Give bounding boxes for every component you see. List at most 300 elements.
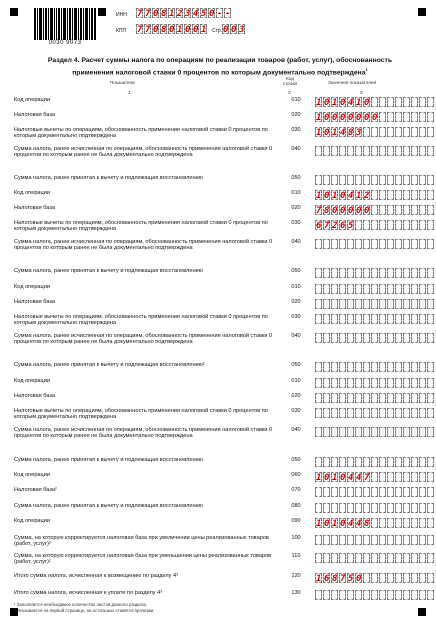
row-value-field[interactable] — [315, 487, 434, 497]
value-cell — [371, 146, 378, 156]
value-cell — [379, 299, 386, 309]
value-cell — [403, 393, 410, 403]
value-cell — [315, 333, 322, 343]
value-cell — [379, 457, 386, 467]
value-cell — [379, 239, 386, 249]
row-value-field[interactable] — [315, 590, 434, 600]
value-cell — [387, 299, 394, 309]
row-code: 060 — [291, 472, 301, 478]
value-cell — [427, 175, 434, 185]
value-cell: 8 — [324, 206, 330, 216]
row-label: Сумма налога, ранее принятая к вычету и подлежащая восстановлению² — [14, 362, 205, 368]
row-value-field[interactable] — [315, 535, 434, 545]
value-cell: 0 — [332, 113, 338, 123]
row-label: Сумма, на которую корректируется налоговая база при уменьшении цены реализованных товаров (работ, услуг)² — [14, 553, 272, 566]
value-cell — [315, 393, 322, 403]
section-title-line2: применения налоговой ставки 0 процентов по которым документально подтверждена — [72, 69, 366, 77]
value-cell — [427, 220, 434, 230]
value-cell — [355, 535, 362, 545]
value-cell — [379, 362, 386, 372]
row-value-field[interactable] — [315, 239, 434, 249]
row-value-field[interactable] — [315, 573, 434, 583]
value-cell — [371, 362, 378, 372]
value-cell — [387, 535, 394, 545]
value-cell — [331, 553, 338, 563]
value-cell — [355, 553, 362, 563]
value-cell — [363, 127, 370, 137]
row-label: Код операции — [14, 284, 50, 290]
value-cell — [323, 268, 330, 278]
value-cell — [395, 268, 402, 278]
value-cell — [427, 408, 434, 418]
row-code: 050 — [291, 457, 301, 463]
value-cell — [411, 97, 418, 107]
value-cell — [363, 284, 370, 294]
value-cell: 0 — [324, 113, 330, 123]
value-cell: 0 — [340, 473, 346, 483]
value-cell: 0 — [364, 98, 370, 108]
value-cell — [315, 268, 322, 278]
value-cell: 1 — [316, 98, 322, 108]
value-cell — [387, 487, 394, 497]
page-cell: 0 — [231, 25, 237, 35]
value-cell — [403, 457, 410, 467]
corner-marker — [98, 8, 106, 16]
value-cell: 0 — [356, 574, 362, 584]
value-cell — [403, 573, 410, 583]
value-cell — [355, 268, 362, 278]
value-cell — [427, 457, 434, 467]
value-cell — [323, 146, 330, 156]
row-value-field[interactable] — [315, 284, 434, 294]
value-cell — [387, 393, 394, 403]
value-cell — [379, 284, 386, 294]
value-cell: 7 — [364, 473, 370, 483]
row-code: 050 — [291, 175, 301, 181]
row-label: Код операции — [14, 472, 50, 478]
value-cell — [363, 220, 370, 230]
row-value-field[interactable] — [315, 518, 434, 528]
value-cell — [427, 427, 434, 437]
value-cell — [403, 112, 410, 122]
value-cell — [411, 190, 418, 200]
value-cell — [331, 427, 338, 437]
value-cell — [379, 378, 386, 388]
value-cell — [371, 175, 378, 185]
inn-cell: 5 — [201, 9, 207, 19]
value-cell: 4 — [356, 519, 362, 529]
value-cell — [395, 239, 402, 249]
row-code: 020 — [291, 205, 301, 211]
value-cell — [387, 333, 394, 343]
value-cell — [411, 299, 418, 309]
value-cell — [371, 573, 378, 583]
kpp-cell: 1 — [177, 25, 183, 35]
row-value-field[interactable] — [315, 427, 434, 437]
value-cell — [395, 457, 402, 467]
row-value-field[interactable] — [315, 553, 434, 563]
row-value-field[interactable] — [315, 205, 434, 215]
row-value-field[interactable] — [315, 299, 434, 309]
value-cell — [403, 427, 410, 437]
footnote-1: ¹ Заполняется необходимое количество листов данного раздела. — [14, 602, 147, 607]
value-cell — [379, 205, 386, 215]
value-cell — [331, 362, 338, 372]
value-cell — [427, 112, 434, 122]
value-cell — [419, 590, 426, 600]
value-cell: 2 — [332, 221, 338, 231]
value-cell — [315, 427, 322, 437]
value-cell — [331, 299, 338, 309]
value-cell: 1 — [316, 113, 322, 123]
row-label: Сумма налога, ранее исчисленная по операциям, обоснованность применения налоговой ставки 0 процентов по которым ранее не была документально подтверждена — [14, 427, 273, 440]
value-cell — [347, 427, 354, 437]
value-cell — [395, 590, 402, 600]
row-label: Налоговые вычеты по операциям, обоснованность применения налоговой ставки 0 процентов по которым документально подтверждена — [14, 127, 268, 140]
value-cell — [339, 333, 346, 343]
row-value-field[interactable] — [315, 472, 434, 482]
value-cell — [347, 284, 354, 294]
value-cell — [315, 487, 322, 497]
value-cell — [355, 146, 362, 156]
value-cell — [403, 239, 410, 249]
row-value-field[interactable] — [315, 393, 434, 403]
value-cell — [419, 268, 426, 278]
value-cell — [395, 378, 402, 388]
value-cell — [355, 284, 362, 294]
row-label: Сумма налога, ранее исчисленная по операциям, обоснованность применения налоговой ставки 0 процентов по которым ранее не была документально подтверждена — [14, 146, 273, 159]
value-cell — [355, 362, 362, 372]
section-title-line1: Раздел 4. Расчет суммы налога по операциям по реализации товаров (работ, услуг), обоснованность — [47, 57, 393, 64]
value-cell: 8 — [364, 519, 370, 529]
value-cell: 1 — [316, 574, 322, 584]
value-cell — [347, 175, 354, 185]
value-cell — [411, 472, 418, 482]
value-cell — [387, 97, 394, 107]
value-cell — [403, 220, 410, 230]
row-label: Налоговые вычеты по операциям, обоснованность применения налоговой ставки 0 процентов по которым документально подтверждена — [14, 220, 268, 233]
inn-cell: 8 — [161, 9, 167, 19]
value-cell — [411, 573, 418, 583]
value-cell — [411, 175, 418, 185]
row-code: 120 — [291, 573, 301, 579]
value-cell — [387, 503, 394, 513]
row-label: Код операции — [14, 190, 50, 196]
value-cell — [387, 268, 394, 278]
value-cell — [323, 239, 330, 249]
row-label: Сумма налога, ранее принятая к вычету и подлежащая восстановлению — [14, 457, 203, 463]
row-value-field[interactable] — [315, 268, 434, 278]
row-value-field[interactable] — [315, 175, 434, 185]
row-value-field[interactable] — [315, 408, 434, 418]
value-cell — [363, 573, 370, 583]
value-cell — [387, 427, 394, 437]
value-cell — [411, 408, 418, 418]
column-number-3: 3 — [360, 90, 363, 95]
value-cell — [403, 97, 410, 107]
row-label: Код операции — [14, 378, 50, 384]
value-cell — [347, 378, 354, 388]
value-cell — [347, 268, 354, 278]
row-value-field[interactable] — [315, 190, 434, 200]
value-cell — [419, 333, 426, 343]
value-cell — [347, 146, 354, 156]
value-cell — [315, 362, 322, 372]
value-cell — [395, 472, 402, 482]
value-cell: 1 — [332, 98, 338, 108]
value-cell — [403, 590, 410, 600]
inn-cell: 3 — [185, 9, 191, 19]
value-cell — [427, 127, 434, 137]
value-cell — [403, 378, 410, 388]
value-cell — [387, 112, 394, 122]
value-cell — [427, 590, 434, 600]
row-value-field[interactable] — [315, 333, 434, 343]
row-label: Сумма налога, ранее исчисленная по операциям, обоснованность применения налоговой ставки 0 процентов по которым ранее не была документально подтверждена — [14, 333, 273, 346]
value-cell — [355, 220, 362, 230]
value-cell: 8 — [332, 574, 338, 584]
value-cell: 1 — [332, 128, 338, 138]
value-cell — [371, 553, 378, 563]
value-cell — [363, 314, 370, 324]
row-value-field[interactable] — [315, 112, 434, 122]
value-cell — [339, 239, 346, 249]
page-field[interactable] — [222, 24, 245, 34]
row-value-field[interactable] — [315, 503, 434, 513]
kpp-field[interactable] — [136, 24, 207, 34]
row-label: Итого сумма налога, исчисленная к уплате по разделу 4³ — [14, 590, 163, 596]
value-cell — [379, 573, 386, 583]
row-label: Налоговые вычеты по операциям, обоснованность применения налоговой ставки 0 процентов по которым документально подтверждена — [14, 314, 268, 327]
value-cell — [419, 472, 426, 482]
value-cell — [347, 314, 354, 324]
value-cell — [339, 314, 346, 324]
value-cell — [411, 284, 418, 294]
value-cell: 0 — [324, 473, 330, 483]
row-code: 050 — [291, 268, 301, 274]
value-cell — [315, 408, 322, 418]
value-cell — [419, 175, 426, 185]
row-code: 040 — [291, 333, 301, 339]
value-cell — [371, 299, 378, 309]
value-cell — [363, 535, 370, 545]
value-cell — [339, 268, 346, 278]
value-cell — [315, 175, 322, 185]
value-cell — [371, 427, 378, 437]
value-cell — [339, 378, 346, 388]
value-cell — [347, 457, 354, 467]
value-cell: 6 — [324, 574, 330, 584]
value-cell — [371, 503, 378, 513]
section-title — [30, 56, 410, 77]
value-cell — [411, 457, 418, 467]
value-cell: 0 — [340, 113, 346, 123]
page-label: Стр. — [212, 28, 223, 34]
row-code: 050 — [291, 362, 301, 368]
value-cell — [395, 553, 402, 563]
value-cell — [379, 487, 386, 497]
value-cell — [427, 362, 434, 372]
value-cell — [427, 299, 434, 309]
row-code: 030 — [291, 408, 301, 414]
value-cell — [395, 190, 402, 200]
value-cell — [387, 220, 394, 230]
value-cell: 1 — [332, 519, 338, 529]
value-cell — [323, 535, 330, 545]
inn-cell: 2 — [177, 9, 183, 19]
value-cell — [363, 553, 370, 563]
value-cell — [347, 393, 354, 403]
inn-cell: 7 — [145, 9, 151, 19]
value-cell — [395, 299, 402, 309]
value-cell — [419, 362, 426, 372]
inn-field[interactable] — [136, 8, 231, 18]
value-cell — [387, 590, 394, 600]
row-code: 040 — [291, 427, 301, 433]
value-cell — [419, 314, 426, 324]
value-cell — [403, 487, 410, 497]
value-cell — [379, 472, 386, 482]
row-value-field[interactable] — [315, 362, 434, 372]
value-cell — [315, 535, 322, 545]
value-cell — [387, 190, 394, 200]
value-cell — [379, 97, 386, 107]
value-cell — [331, 393, 338, 403]
kpp-cell: 7 — [145, 25, 151, 35]
value-cell — [395, 393, 402, 403]
value-cell: 0 — [324, 519, 330, 529]
value-cell — [347, 239, 354, 249]
value-cell — [419, 239, 426, 249]
value-cell — [355, 457, 362, 467]
value-cell — [371, 220, 378, 230]
row-code: 030 — [291, 127, 301, 133]
value-cell: 0 — [348, 206, 354, 216]
footnotes — [14, 602, 414, 614]
value-cell — [347, 362, 354, 372]
corner-marker — [10, 8, 18, 16]
value-cell — [403, 535, 410, 545]
value-cell — [411, 333, 418, 343]
value-cell — [347, 299, 354, 309]
row-code: 010 — [291, 284, 301, 290]
row-value-field[interactable] — [315, 127, 434, 137]
row-label: Налоговая база — [14, 112, 56, 118]
value-cell — [347, 333, 354, 343]
value-cell — [427, 314, 434, 324]
value-cell: 0 — [364, 113, 370, 123]
value-cell: 7 — [316, 206, 322, 216]
row-code: 090 — [291, 518, 301, 524]
value-cell — [395, 314, 402, 324]
value-cell — [403, 268, 410, 278]
value-cell — [387, 205, 394, 215]
value-cell: 4 — [340, 128, 346, 138]
value-cell — [331, 487, 338, 497]
row-label: Налоговая база² — [14, 487, 57, 493]
row-code: 040 — [291, 239, 301, 245]
value-cell — [427, 239, 434, 249]
kpp-cell: 0 — [169, 25, 175, 35]
value-cell: 4 — [348, 473, 354, 483]
value-cell — [395, 487, 402, 497]
kpp-cell: 1 — [201, 25, 207, 35]
value-cell — [403, 553, 410, 563]
corner-marker — [418, 608, 426, 616]
value-cell — [379, 535, 386, 545]
row-code: 010 — [291, 378, 301, 384]
value-cell — [331, 590, 338, 600]
row-value-field[interactable] — [315, 457, 434, 467]
value-cell — [331, 239, 338, 249]
value-cell — [339, 535, 346, 545]
row-value-field[interactable] — [315, 146, 434, 156]
value-cell — [355, 590, 362, 600]
row-label: Сумма налога, ранее принятая к вычету и подлежащая восстановлению — [14, 268, 203, 274]
row-value-field[interactable] — [315, 378, 434, 388]
value-cell — [339, 427, 346, 437]
value-cell — [355, 503, 362, 513]
value-cell — [379, 314, 386, 324]
value-cell — [323, 553, 330, 563]
value-cell — [411, 268, 418, 278]
row-value-field[interactable] — [315, 97, 434, 107]
value-cell — [411, 553, 418, 563]
value-cell — [371, 127, 378, 137]
value-cell — [371, 393, 378, 403]
value-cell — [315, 503, 322, 513]
value-cell: 1 — [332, 191, 338, 201]
value-cell — [323, 457, 330, 467]
value-cell — [411, 112, 418, 122]
value-cell: 0 — [332, 206, 338, 216]
value-cell — [395, 205, 402, 215]
value-cell — [403, 284, 410, 294]
row-label: Налоговая база — [14, 393, 56, 399]
corner-marker — [418, 8, 426, 16]
row-label: Код операции — [14, 518, 50, 524]
value-cell — [355, 314, 362, 324]
value-cell: 4 — [348, 191, 354, 201]
value-cell — [403, 333, 410, 343]
value-cell — [339, 146, 346, 156]
value-cell: 1 — [356, 191, 362, 201]
value-cell — [315, 378, 322, 388]
value-cell: 0 — [340, 206, 346, 216]
value-cell — [371, 239, 378, 249]
value-cell — [419, 553, 426, 563]
row-label: Итого сумма налога, исчисленная к возмещению по разделу 4³ — [14, 573, 178, 579]
row-value-field[interactable] — [315, 220, 434, 230]
value-cell — [339, 487, 346, 497]
value-cell — [363, 299, 370, 309]
value-cell — [395, 146, 402, 156]
value-cell — [387, 553, 394, 563]
row-value-field[interactable] — [315, 314, 434, 324]
value-cell: 1 — [316, 128, 322, 138]
value-cell — [363, 378, 370, 388]
value-cell — [331, 503, 338, 513]
inn-label: ИНН — [116, 12, 127, 18]
value-cell — [355, 299, 362, 309]
value-cell — [363, 268, 370, 278]
value-cell — [387, 314, 394, 324]
value-cell — [387, 457, 394, 467]
value-cell — [395, 408, 402, 418]
value-cell — [403, 190, 410, 200]
value-cell — [403, 175, 410, 185]
value-cell — [411, 205, 418, 215]
